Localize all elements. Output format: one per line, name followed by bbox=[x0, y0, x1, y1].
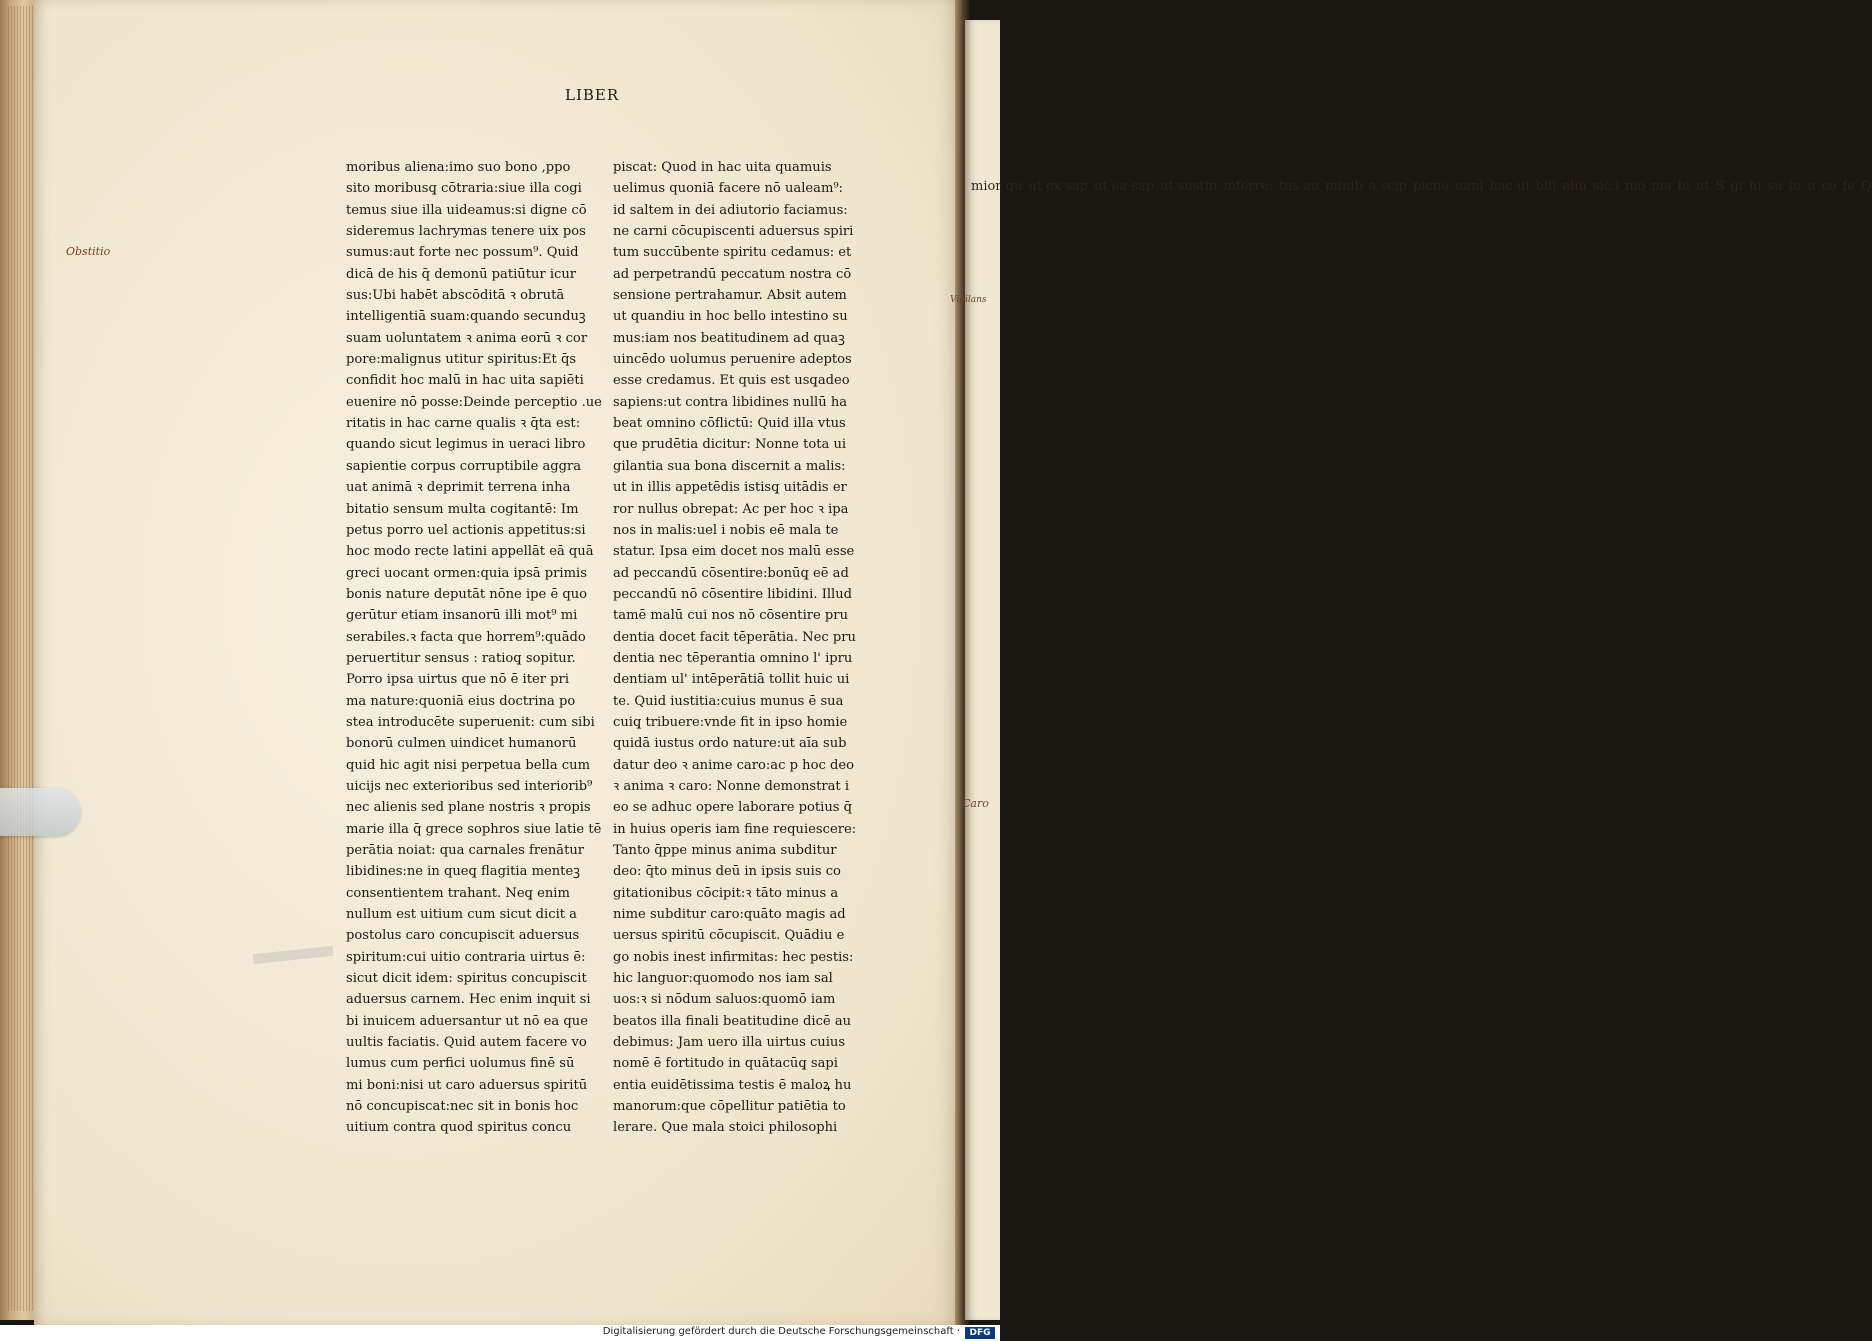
text-line: statur. Ipsa eim docet nos malū esse bbox=[613, 544, 855, 560]
text-line: stea introducēte superuenit: cum sibi bbox=[346, 714, 595, 730]
text-line: dentia nec tēperantia omnino l' ipru bbox=[613, 650, 853, 666]
adjacent-page-line: co bbox=[1821, 179, 1837, 194]
text-line: sideremus lachrymas tenere uix pos bbox=[346, 224, 586, 240]
adjacent-page-line: minib bbox=[1325, 179, 1363, 194]
text-line: libidines:ne in queq̧ flagitia menteꝫ bbox=[346, 864, 580, 880]
text-line: nec alienis sed plane nostris ꝛ propis bbox=[346, 800, 591, 816]
text-line: suam uoluntatem ꝛ anima eorū ꝛ cor bbox=[346, 330, 588, 346]
text-line: gilantia sua bona discernit a malis: bbox=[613, 458, 846, 474]
text-line: lumus cum perfici uolumus finē sū bbox=[346, 1056, 575, 1072]
text-line: dicā de his q̄ demonū patiūtur icur bbox=[346, 266, 577, 282]
text-line: sumus:aut forte nec possum⁹. Quid bbox=[346, 245, 579, 261]
funding-credit: Digitalisierung gefördert durch die Deutsche Forschungsgemeinschaft · bbox=[602, 1326, 960, 1337]
adjacent-page-line: lu bbox=[1788, 179, 1802, 194]
text-line: piscat: Quod in hac uita quamuis bbox=[613, 160, 832, 175]
adjacent-page-line: Q bbox=[1861, 179, 1872, 194]
text-line: uersus spiritū cōcupiscit. Quādiu e bbox=[613, 928, 845, 944]
text-line: greci uocant ormen:quia ipsā primis bbox=[346, 565, 587, 581]
text-line: sapiens:ut contra libidines nullū ha bbox=[613, 394, 848, 410]
text-line: bonis nature deputāt nōne ipe ē quo bbox=[346, 586, 588, 602]
marginal-note-right: Caro bbox=[962, 797, 989, 810]
text-line: quando sicut legimus in ueraci libro bbox=[346, 437, 586, 453]
text-line: go nobis inest infirmitas: hec pestis: bbox=[613, 949, 854, 965]
text-line: hoc modo recte latini appellāt eā quā bbox=[346, 544, 594, 560]
adjacent-page-line: ut sustin bbox=[1160, 179, 1218, 194]
adjacent-page-line: hi bbox=[1748, 179, 1762, 194]
text-line: uat animā ꝛ deprimit terrena inha bbox=[346, 480, 571, 496]
text-line: entia euidētissima testis ē maloꝝ hu bbox=[613, 1077, 852, 1093]
dfg-logo: DFG bbox=[965, 1327, 995, 1339]
text-line: tum succūbente spiritu cedamus: et bbox=[613, 245, 852, 261]
adjacent-page-line: hac ui bbox=[1489, 179, 1530, 194]
adjacent-page-line: uani bbox=[1454, 179, 1484, 194]
text-line: ut quandiu in hoc bello intestino su bbox=[613, 309, 848, 325]
text-line: postolus caro concupiscit aduersus bbox=[346, 928, 580, 944]
text-line: bonorū culmen uindicet humanorū bbox=[346, 736, 577, 752]
adjacent-page-line: mior qu bbox=[971, 179, 1023, 194]
text-line: que prudētia dicitur: Nonne tota ui bbox=[613, 437, 847, 453]
text-line: spiritum:cui uitio contraria uirtus ē: bbox=[346, 949, 586, 965]
text-line: nime subditur caro:quāto magis ad bbox=[613, 907, 846, 923]
text-line: quid hic agit nisi perpetua bella cum bbox=[346, 757, 590, 773]
adjacent-page-line: ut ex sap bbox=[1028, 179, 1088, 194]
text-line: ne carni cōcupiscenti aduersus spiri bbox=[613, 224, 854, 240]
text-line: mus:iam nos beatitudinem ad quaꝫ bbox=[613, 330, 845, 346]
marginal-note-left: Obstitio bbox=[66, 245, 111, 258]
text-line: peccandū nō cōsentire libidini. Illud bbox=[613, 586, 853, 602]
text-line: lerare. Que mala stoici philosophi bbox=[613, 1120, 838, 1136]
text-line: ꝛ anima ꝛ caro: Nonne demonstrat i bbox=[613, 778, 850, 794]
text-line: Porro ipsa uirtus que nō ē iter pri bbox=[346, 672, 570, 688]
text-column-left bbox=[346, 157, 602, 1139]
text-line: intelligentiā suam:quando secunduꝫ bbox=[346, 309, 586, 325]
text-line: ritatis in hac carne qualis ꝛ q̄ta est: bbox=[346, 416, 581, 432]
adjacent-page-line: ma bbox=[1651, 179, 1672, 194]
adjacent-page-line: mo bbox=[1625, 179, 1646, 194]
adjacent-page-line: S bbox=[1715, 179, 1725, 194]
adjacent-page-line: ut bbox=[1695, 179, 1710, 194]
text-line: Tanto q̄ppe minus anima subditur bbox=[613, 843, 837, 858]
text-line: nomē ē fortitudo in quātacūq̧ sapi bbox=[613, 1056, 838, 1072]
adjacent-page-line: sic i bbox=[1592, 179, 1620, 194]
text-line: te. Quid iustitia:cuius munus ē sua bbox=[613, 693, 844, 709]
text-line: uelimus quoniā facere nō ualeam⁹: bbox=[613, 181, 844, 197]
adjacent-page-line: fe bbox=[1842, 179, 1856, 194]
text-line: petus porro uel actionis appetitus:si bbox=[346, 522, 586, 538]
adjacent-page-line: tus au bbox=[1278, 179, 1320, 194]
text-line: esse credamus. Et quis est usq̧adeo bbox=[613, 373, 850, 389]
text-line: sus:Ubi habēt abscōditā ꝛ obrutā bbox=[346, 288, 565, 304]
marginal-note-right-top: Vigilans bbox=[950, 295, 987, 305]
text-line: marie illa q̄ grece sophros siue latie tē bbox=[346, 821, 602, 837]
text-line: uicijs nec exterioribus sed interiorib⁹ bbox=[346, 778, 593, 794]
text-line: confidit hoc malū in hac uita sapiēti bbox=[346, 373, 584, 389]
text-line: euenire nō posse:Deinde perceptio .ue bbox=[346, 394, 602, 410]
text-line: beat omnino cōflictū: Quid illa vtus bbox=[613, 416, 846, 432]
adjacent-page-line: ut ea sap bbox=[1094, 179, 1155, 194]
text-line: ror nullus obrepat: Ac per hoc ꝛ ipa bbox=[613, 501, 849, 517]
text-line: sicut dicit idem: spiritus concupiscit bbox=[346, 971, 587, 987]
text-line: nos in malis:uel i nobis eē mala te bbox=[613, 522, 839, 538]
text-line: eo se adhuc opere laborare potius q̄ bbox=[613, 800, 853, 816]
text-line: ut in illis appetēdis istisq̧ uitādis er bbox=[613, 480, 847, 496]
bookmark-clip bbox=[0, 788, 80, 836]
text-line: debimus: Jam uero illa uirtus cuius bbox=[613, 1035, 846, 1051]
text-line: sensione pertrahamur. Absit autem bbox=[613, 288, 847, 304]
text-line: nullum est uitium cum sicut dicit a bbox=[346, 907, 577, 923]
adjacent-page-line: bi bbox=[1677, 179, 1690, 194]
text-line: in huius operis iam fine requiescere: bbox=[613, 821, 857, 837]
text-line: uincēdo uolumus peruenire adeptos bbox=[613, 352, 852, 368]
text-line: uos:ꝛ si nōdum saluos:quomō iam bbox=[613, 992, 836, 1008]
text-line: bi inuicem aduersantur ut nō ea que bbox=[346, 1013, 588, 1029]
text-line: mi boni:nisi ut caro aduersus spiritū bbox=[346, 1077, 588, 1093]
text-line: moribus aliena:imo suo bono ,ppo bbox=[346, 160, 571, 175]
text-line: beatos illa finali beatitudine dicē au bbox=[613, 1013, 852, 1029]
text-line: tamē malū cui nos nō cōsentire pru bbox=[613, 608, 849, 624]
text-line: bitatio sensum multa cogitantē: Im bbox=[346, 501, 579, 517]
text-column-right bbox=[613, 157, 855, 1139]
footer-bar bbox=[0, 1325, 1000, 1341]
text-line: serabiles.ꝛ facta que horrem⁹:quādo bbox=[346, 629, 586, 645]
adjacent-page-line: gi bbox=[1730, 179, 1743, 194]
text-line: uitium contra quod spiritus concu bbox=[346, 1120, 572, 1136]
text-line: perātia noiat: qua carnales frenātur bbox=[346, 843, 585, 858]
text-line: pore:malignus utitur spiritus:Et q̄s bbox=[346, 352, 577, 368]
text-line: dentia docet facit tēperātia. Nec pru bbox=[613, 629, 856, 645]
text-line: deo: q̄to minus deū in ipsis suis co bbox=[613, 864, 841, 880]
text-line: sito moribusq̧ cōtraria:siue illa cogi bbox=[346, 181, 582, 197]
text-line: temus siue illa uideamus:si digne cō bbox=[346, 202, 587, 218]
text-line: dentiam ul' intēperātiā tollit huic ui bbox=[613, 672, 850, 688]
running-head: LIBER bbox=[565, 86, 620, 104]
text-line: id saltem in dei adiutorio faciamus: bbox=[613, 202, 848, 218]
text-line: cuiq̧ tribuere:vnde fit in ipso homie bbox=[613, 714, 848, 730]
adjacent-page-text bbox=[965, 175, 1872, 197]
adjacent-page-line: su bbox=[1767, 179, 1783, 194]
text-line: aduersus carnem. Hec enim inquit si bbox=[346, 992, 591, 1008]
adjacent-page bbox=[965, 20, 1872, 1320]
text-line: datur deo ꝛ anime caro:ac p hoc deo bbox=[613, 757, 854, 773]
text-line: uultis faciatis. Quid autem facere vo bbox=[346, 1035, 587, 1051]
adjacent-page-line: picne bbox=[1413, 179, 1449, 194]
adjacent-page-line: bili bbox=[1535, 179, 1557, 194]
adjacent-page-line: aliu bbox=[1562, 179, 1587, 194]
text-line: hic languor:quomodo nos iam sal bbox=[613, 971, 833, 987]
text-line: manorum:que cōpellitur patiētia to bbox=[613, 1099, 846, 1115]
text-line: gitationibus cōcipit:ꝛ tāto minus a bbox=[613, 885, 839, 901]
adjacent-page-line: u bbox=[1807, 179, 1816, 194]
text-line: ad peccandū cōsentire:bonūq̧ eē ad bbox=[613, 565, 849, 581]
text-line: consentientem trahant. Neq̧ enim bbox=[346, 885, 570, 901]
text-line: sapientie corpus corruptibile aggra bbox=[346, 458, 582, 474]
text-line: nō concupiscat:nec sit in bonis hoc bbox=[346, 1099, 579, 1115]
text-line: peruertitur sensus : ratioq̧ sopitur. bbox=[346, 650, 576, 666]
text-line: ad perpetrandū peccatum nostra cō bbox=[613, 266, 852, 282]
adjacent-page-line: inferre: bbox=[1223, 179, 1273, 194]
text-line: gerūtur etiam insanorū illi mot⁹ mi bbox=[346, 608, 578, 624]
text-line: quidā iustus ordo nature:ut aīa sub bbox=[613, 736, 847, 752]
text-line: ma nature:quoniā eius doctrina po bbox=[346, 693, 576, 709]
adjacent-page-line: a scip bbox=[1368, 179, 1408, 194]
